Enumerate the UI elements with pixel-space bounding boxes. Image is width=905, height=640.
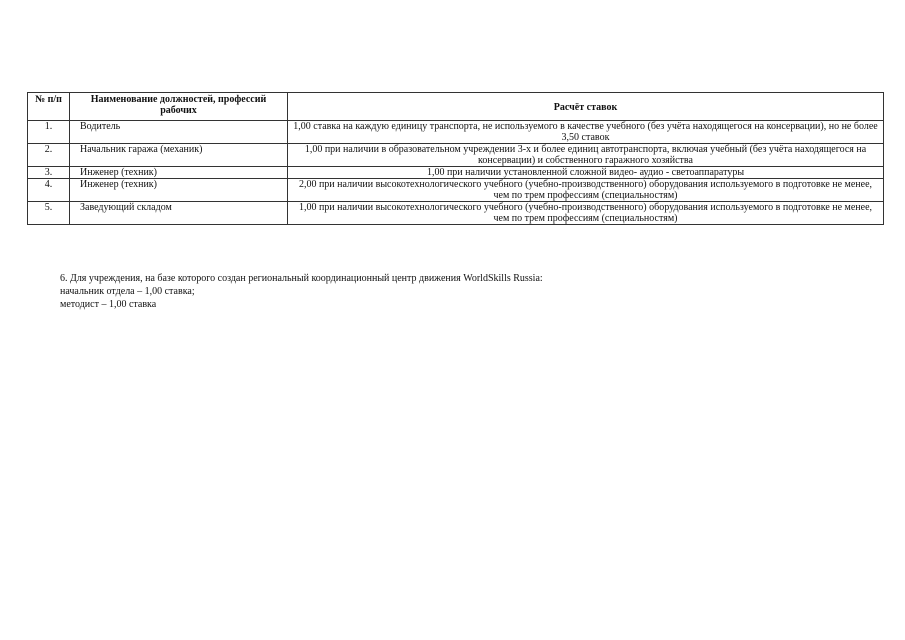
table-row xyxy=(28,179,884,202)
header-num: № п/п xyxy=(28,93,70,121)
note-line-methodist: методист – 1,00 ставка xyxy=(60,299,157,310)
row-rate-calculation: 1,00 при наличии в образовательном учреждении 3-х и более единиц автотранспорта, включая учебный (без учёта находящегося на консервации) и собственного гаражного хозяйства xyxy=(288,144,884,167)
row-num: 5. xyxy=(28,202,70,225)
row-num: 4. xyxy=(28,179,70,202)
row-rate-calculation: 1,00 при наличии установленной сложной видео- аудио - светоаппаратуры xyxy=(288,167,884,179)
worldskills-note xyxy=(60,272,543,311)
row-position-name: Водитель xyxy=(70,121,288,144)
row-rate-calculation: 2,00 при наличии высокотехнологического учебного (учебно-производственного) оборудования используемого в подготовке не менее, чем по трем профессиям (специальностям) xyxy=(288,179,884,202)
table-row xyxy=(28,121,884,144)
row-position-name: Инженер (техник) xyxy=(70,167,288,179)
row-position-name: Заведующий складом xyxy=(70,202,288,225)
note-line-department-head: начальник отдела – 1,00 ставка; xyxy=(60,286,195,297)
row-num: 3. xyxy=(28,167,70,179)
row-num: 1. xyxy=(28,121,70,144)
row-rate-calculation: 1,00 ставка на каждую единицу транспорта, не используемого в качестве учебного (без учёта находящегося на консервации), но не более 3,50 ставок xyxy=(288,121,884,144)
table-row xyxy=(28,167,884,179)
staff-rates-table xyxy=(27,92,884,225)
table-header-row xyxy=(28,93,884,121)
table-row xyxy=(28,202,884,225)
row-rate-calculation: 1,00 при наличии высокотехнологического учебного (учебно-производственного) оборудования используемого в подготовке не менее, чем по трем профессиям (специальностям) xyxy=(288,202,884,225)
row-position-name: Начальник гаража (механик) xyxy=(70,144,288,167)
table-row xyxy=(28,144,884,167)
header-rate-calculation: Расчёт ставок xyxy=(288,93,884,121)
row-num: 2. xyxy=(28,144,70,167)
header-position-name: Наименование должностей, профессий рабочих xyxy=(70,93,288,121)
note-line-intro: 6. Для учреждения, на базе которого создан региональный координационный центр движения WorldSkills Russia: xyxy=(60,273,543,284)
row-position-name: Инженер (техник) xyxy=(70,179,288,202)
